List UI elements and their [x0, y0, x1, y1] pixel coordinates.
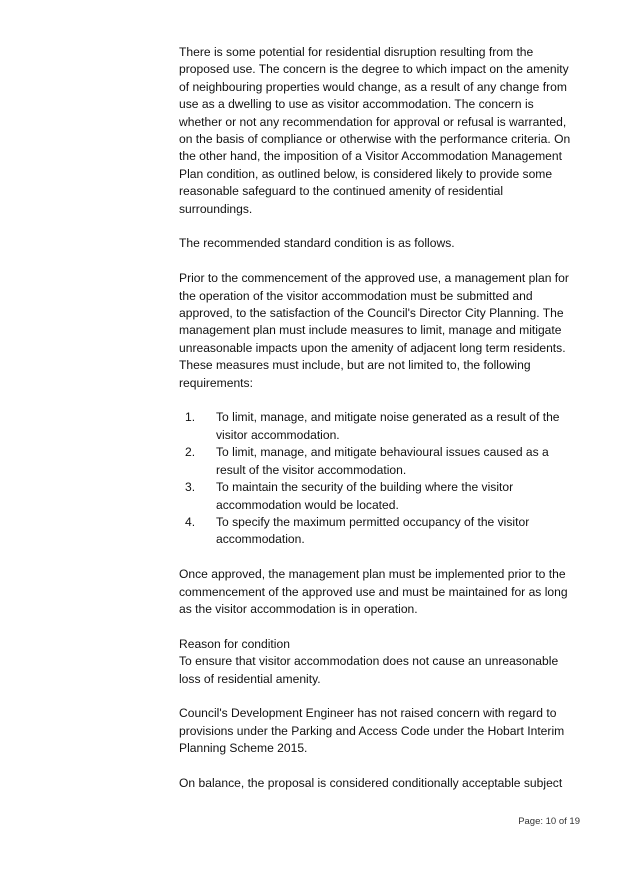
- list-item-text: To limit, manage, and mitigate noise generated as a result of the visitor accommodation.: [216, 410, 560, 442]
- list-item: [179, 479, 579, 514]
- list-item-text: To maintain the security of the building where the visitor accommodation would be located.: [216, 480, 514, 512]
- list-item: [179, 409, 579, 444]
- paragraph-residential-disruption: There is some potential for residential disruption resulting from the proposed use. The concern is the degree to which impact on the amenity of neighbouring properties would change, as a result of any change from use as a dwelling to use as visitor accommodation. The concern is whether or not any recommendation for approval or refusal is warranted, on the basis of compliance or otherwise with the performance criteria. On the other hand, the imposition of a Visitor Accommodation Management Plan condition, as outlined below, is considered likely to provide some reasonable safeguard to the continued amenity of residential surroundings.: [179, 45, 571, 216]
- paragraph-on-balance: On balance, the proposal is considered conditionally acceptable subject: [179, 775, 563, 790]
- paragraph-management-plan: Prior to the commencement of the approved use, a management plan for the operation of the visitor accommodation must be submitted and approved, to the satisfaction of the Council's Director City Planning. The management plan must include measures to limit, manage and mitigate unreasonable impacts upon the amenity of adjacent long term residents. These measures must include, but are not limited to, the following requirements:: [179, 271, 569, 390]
- document-body: [179, 44, 579, 810]
- reason-heading: Reason for condition: [179, 636, 290, 651]
- list-item-number: 2.: [185, 445, 196, 460]
- paragraph-development-engineer: Council's Development Engineer has not raised concern with regard to provisions under the Parking and Access Code under the Hobart Interim Planning Scheme 2015.: [179, 706, 565, 756]
- list-item-number: 1.: [185, 410, 196, 425]
- reason-text: To ensure that visitor accommodation does not cause an unreasonable loss of residential amenity.: [179, 654, 559, 686]
- requirements-list: [179, 409, 579, 548]
- paragraph-standard-condition-intro: The recommended standard condition is as follows.: [179, 236, 455, 251]
- reason-for-condition: [179, 636, 579, 688]
- list-item-number: 3.: [185, 480, 196, 495]
- list-item: [179, 444, 579, 479]
- list-item-text: To specify the maximum permitted occupancy of the visitor accommodation.: [216, 514, 530, 547]
- paragraph-plan-implementation: Once approved, the management plan must be implemented prior to the commencement of the approved use and must be maintained for as long as the visitor accommodation is in operation.: [179, 567, 568, 616]
- list-item: [179, 514, 579, 549]
- list-item-number: 4.: [185, 514, 196, 529]
- page-number: Page: 10 of 19: [518, 816, 580, 827]
- list-item-text: To limit, manage, and mitigate behavioural issues caused as a result of the visitor accommodation.: [216, 445, 549, 477]
